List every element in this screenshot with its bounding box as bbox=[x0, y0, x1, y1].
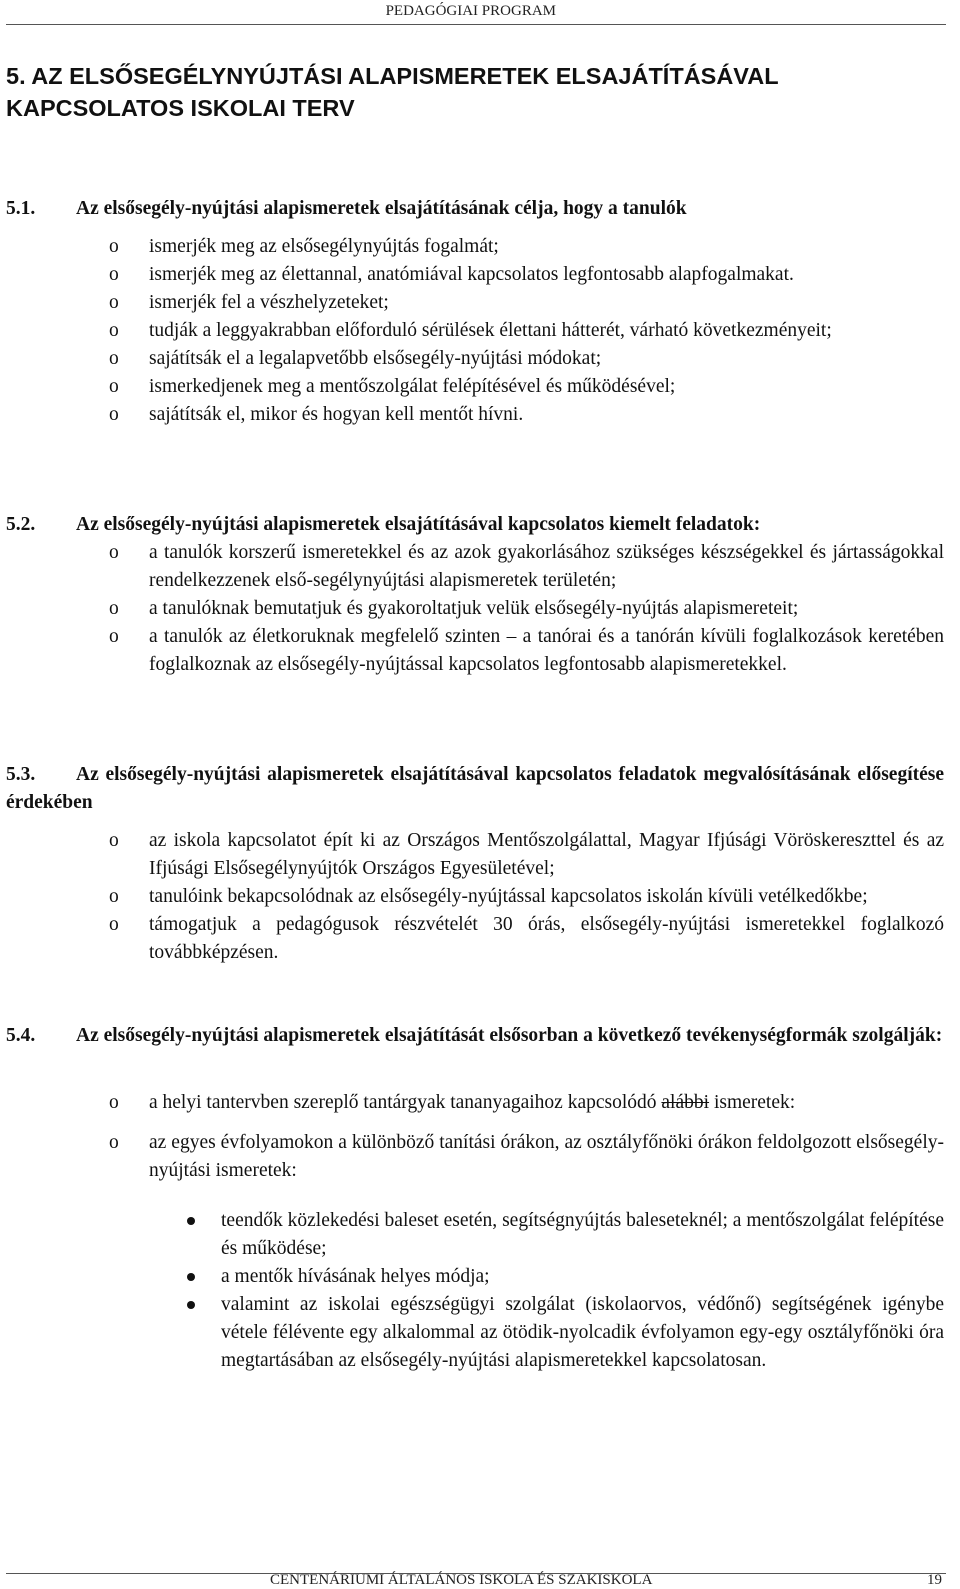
list-marker: o bbox=[109, 376, 119, 397]
section-5-3-list bbox=[6, 827, 944, 967]
section-5-1-heading bbox=[6, 195, 944, 223]
section-number: 5.2. bbox=[6, 514, 36, 535]
list-item: o az iskola kapcsolatot épít ki az Országos Mentőszolgálattal, Magyar Ifjúsági Vöröskereszttel és az Ifjúsági Elsősegélynyújtók Országos Egyesületével; bbox=[6, 827, 944, 883]
section-5-4-list bbox=[6, 1089, 944, 1185]
section-title: Az elsősegély-nyújtási alapismeretek elsajátításának célja, hogy a tanulók bbox=[76, 198, 687, 219]
bullet-item: teendők közlekedési baleset esetén, segítségnyújtás baleseteknél; a mentőszolgálat felépítése és működése; bbox=[6, 1207, 944, 1263]
chapter-title: 5. AZ ELSŐSEGÉLYNYÚJTÁSI ALAPISMERETEK ELSAJÁTÍTÁSÁVAL KAPCSOLATOS ISKOLAI TERV bbox=[6, 63, 779, 121]
list-marker: o bbox=[109, 320, 119, 341]
list-marker: o bbox=[109, 914, 119, 935]
list-marker: o bbox=[109, 348, 119, 369]
list-item: o ismerjék meg az élettannal, anatómiával kapcsolatos legfontosabb alapfogalmakat. bbox=[6, 261, 944, 289]
list-marker: o bbox=[109, 886, 119, 907]
list-item: o a tanulóknak bemutatjuk és gyakoroltatjuk velük elsősegély-nyújtás alapismereteit; bbox=[6, 595, 944, 623]
bullet-item: valamint az iskolai egészségügyi szolgálat (iskolaorvos, védőnő) segítségének igénybe vétele félévente egy alkalommal az ötödik-nyolcadik évfolyamon egy-egy osztályfőnöki óra megtartásában az elsősegély-nyújtási alapismeretekkel kapcsolatosan. bbox=[6, 1291, 944, 1375]
bullet-icon bbox=[187, 1273, 195, 1281]
section-5-4-bullets bbox=[6, 1207, 944, 1375]
section-5-2-list bbox=[6, 539, 944, 679]
list-item: o a tanulók az életkoruknak megfelelő szinten – a tanórai és a tanórán kívüli foglalkozások keretében foglalkoznak az elsősegély-nyújtással kapcsolatos legfontosabb alapismeretekkel. bbox=[6, 623, 944, 679]
section-number: 5.4. bbox=[6, 1025, 36, 1046]
bullet-item: a mentők hívásának helyes módja; bbox=[6, 1263, 944, 1291]
list-item: o tanulóink bekapcsolódnak az elsősegély-nyújtással kapcsolatos iskolán kívüli vetélkedőkbe; bbox=[6, 883, 944, 911]
section-5-2-heading bbox=[6, 511, 944, 539]
section-5-4-heading bbox=[6, 1022, 944, 1050]
list-marker: o bbox=[109, 236, 119, 257]
footer-school-name: CENTENÁRIUMI ÁLTALÁNOS ISKOLA ÉS SZAKISKOLA bbox=[270, 1572, 653, 1588]
list-marker: o bbox=[109, 264, 119, 285]
list-marker: o bbox=[109, 292, 119, 313]
section-number: 5.1. bbox=[6, 198, 36, 219]
list-marker: o bbox=[109, 626, 119, 647]
list-item: o a helyi tantervben szereplő tantárgyak tananyagaihoz kapcsolódó alábbi ismeretek: bbox=[6, 1089, 944, 1117]
list-item: o ismerjék fel a vészhelyzeteket; bbox=[6, 289, 944, 317]
section-title: Az elsősegély-nyújtási alapismeretek elsajátításával kapcsolatos kiemelt feladatok: bbox=[76, 514, 761, 535]
list-item: o sajátítsák el, mikor és hogyan kell mentőt hívni. bbox=[6, 401, 944, 429]
section-5-1-list bbox=[6, 233, 944, 429]
list-item: o ismerjék meg az elsősegélynyújtás fogalmát; bbox=[6, 233, 944, 261]
list-item: o tudják a leggyakrabban előforduló sérülések élettani hátterét, várható következményeit; bbox=[6, 317, 944, 345]
page-number: 19 bbox=[927, 1572, 942, 1588]
section-number: 5.3. bbox=[6, 764, 36, 785]
list-marker: o bbox=[109, 404, 119, 425]
list-marker: o bbox=[109, 542, 119, 563]
list-marker: o bbox=[109, 830, 119, 851]
list-marker: o bbox=[109, 1132, 119, 1153]
header-rule bbox=[6, 24, 946, 25]
bullet-icon bbox=[187, 1217, 195, 1225]
list-marker: o bbox=[109, 598, 119, 619]
list-item: o a tanulók korszerű ismeretekkel és az azok gyakorlásához szükséges készségekkel és jártasságokkal rendelkezzenek első-segélynyújtási alapismeretek területén; bbox=[6, 539, 944, 595]
section-5-3-heading bbox=[6, 761, 944, 817]
struck-text: alábbi bbox=[661, 1092, 710, 1113]
section-title: Az elsősegély-nyújtási alapismeretek elsajátítását elsősorban a következő tevékenységformák szolgálják: bbox=[76, 1025, 943, 1046]
bullet-icon bbox=[187, 1301, 195, 1309]
section-title: Az elsősegély-nyújtási alapismeretek elsajátításával kapcsolatos feladatok megvalósításának elősegítése érdekében bbox=[6, 764, 944, 813]
list-item: o az egyes évfolyamokon a különböző tanítási órákon, az osztályfőnöki órákon feldolgozott elsősegély-nyújtási ismeretek: bbox=[6, 1129, 944, 1185]
list-item: o sajátítsák el a legalapvetőbb elsősegély-nyújtási módokat; bbox=[6, 345, 944, 373]
list-marker: o bbox=[109, 1092, 119, 1113]
running-header: PEDAGÓGIAI PROGRAM bbox=[385, 3, 556, 19]
list-item: o ismerkedjenek meg a mentőszolgálat felépítésével és működésével; bbox=[6, 373, 944, 401]
list-item: o támogatjuk a pedagógusok részvételét 30 órás, elsősegély-nyújtási ismeretekkel foglalkozó továbbképzésen. bbox=[6, 911, 944, 967]
